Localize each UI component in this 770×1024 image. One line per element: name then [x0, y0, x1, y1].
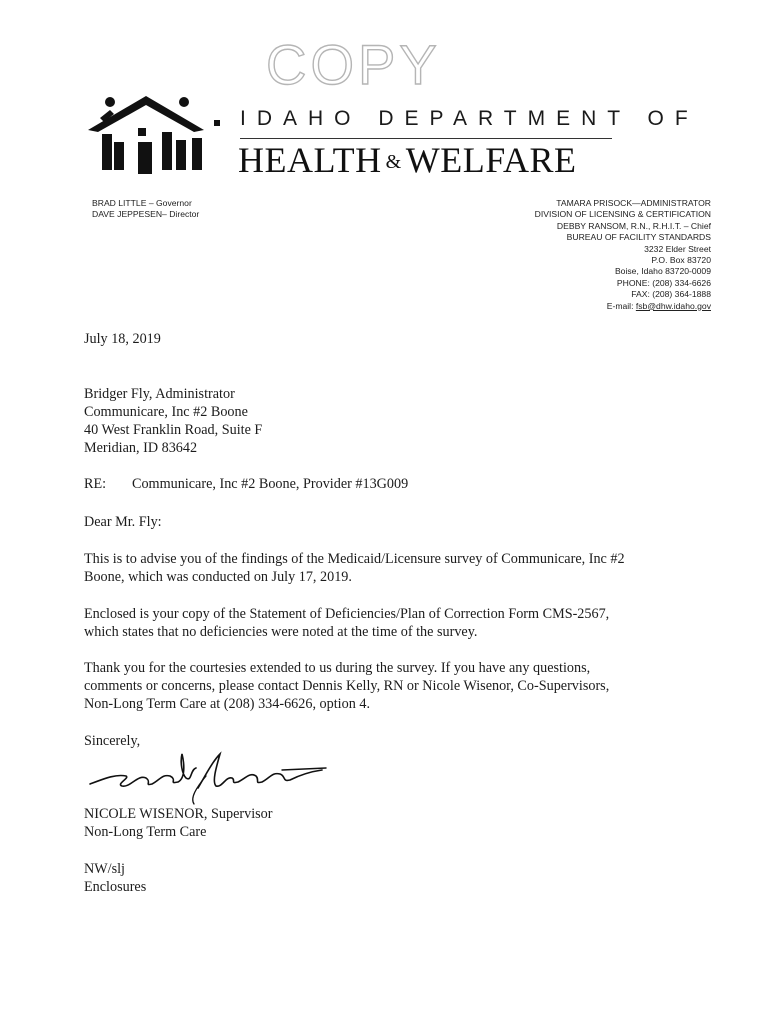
street-line: 3232 Elder Street [644, 243, 711, 254]
handwritten-signature [86, 748, 336, 808]
email-line [535, 301, 711, 312]
address-line: Bridger Fly, Administrator [84, 386, 235, 402]
city-line: Boise, Idaho 83720-0009 [614, 266, 711, 277]
pobox-line: P.O. Box 83720 [651, 255, 711, 266]
bureau-line: BUREAU OF FACILITY STANDARDS [566, 232, 711, 243]
address-line: 40 West Franklin Road, Suite F [84, 422, 263, 438]
dept-health: HEALTH [238, 140, 382, 180]
address-line: Meridian, ID 83642 [84, 440, 198, 456]
recipient-address [84, 385, 262, 457]
enclosures-note: Enclosures [84, 879, 147, 895]
signer-name: NICOLE WISENOR, Supervisor [84, 806, 273, 822]
salutation: Dear Mr. Fly: [84, 514, 162, 530]
paragraph-line: Enclosed is your copy of the Statement of Deficiencies/Plan of Correction Form CMS-2567, [84, 606, 610, 622]
dept-ampersand: & [385, 151, 402, 173]
email-label: E-mail: [606, 300, 636, 311]
reference-initials [84, 860, 146, 896]
department-name-line2 [238, 138, 577, 184]
dept-welfare: WELFARE [405, 140, 577, 180]
re-text: Communicare, Inc #2 Boone, Provider #13G009 [132, 476, 409, 492]
paragraph-contact [84, 659, 684, 713]
typist-initials: NW/slj [84, 861, 125, 877]
email-link[interactable]: fsb@dhw.idaho.gov [635, 300, 711, 311]
re-label: RE: [84, 476, 107, 492]
paragraph-line: comments or concerns, please contact Dennis Kelly, RN or Nicole Wisenor, Co-Supervisors, [84, 678, 610, 694]
officials-right [535, 198, 711, 312]
division-line: DIVISION OF LICENSING & CERTIFICATION [534, 209, 711, 220]
director-line: DAVE JEPPESEN– Director [92, 209, 200, 220]
phone-line: PHONE: (208) 334-6626 [616, 277, 711, 288]
paragraph-line: This is to advise you of the findings of the Medicaid/Licensure survey of Communicare, Inc #2 [84, 551, 625, 567]
governor-line: BRAD LITTLE – Governor [92, 198, 192, 208]
signature-block [84, 805, 273, 841]
subject-line [84, 475, 408, 493]
copy-stamp: COPY [266, 33, 441, 96]
fax-line: FAX: (208) 364-1888 [631, 289, 711, 300]
paragraph-line: Boone, which was conducted on July 17, 2019. [84, 569, 352, 585]
paragraph-line: which states that no deficiencies were noted at the time of the survey. [84, 624, 478, 640]
department-name-line1: IDAHO DEPARTMENT OF [240, 107, 699, 130]
paragraph-findings [84, 550, 684, 586]
address-line: Communicare, Inc #2 Boone [84, 404, 248, 420]
officials-left [92, 198, 199, 220]
paragraph-enclosure [84, 605, 684, 641]
paragraph-line: Non-Long Term Care at (208) 334-6626, option 4. [84, 696, 370, 712]
chief-line: DEBBY RANSOM, R.N., R.H.I.T. – Chief [556, 220, 711, 231]
paragraph-line: Thank you for the courtesies extended to us during the survey. If you have any questions, [84, 660, 591, 676]
administrator-line: TAMARA PRISOCK—ADMINISTRATOR [556, 198, 711, 208]
signer-title: Non-Long Term Care [84, 824, 207, 840]
closing: Sincerely, [84, 733, 141, 749]
idhw-logo-icon [84, 92, 220, 176]
letter-date: July 18, 2019 [84, 331, 161, 347]
